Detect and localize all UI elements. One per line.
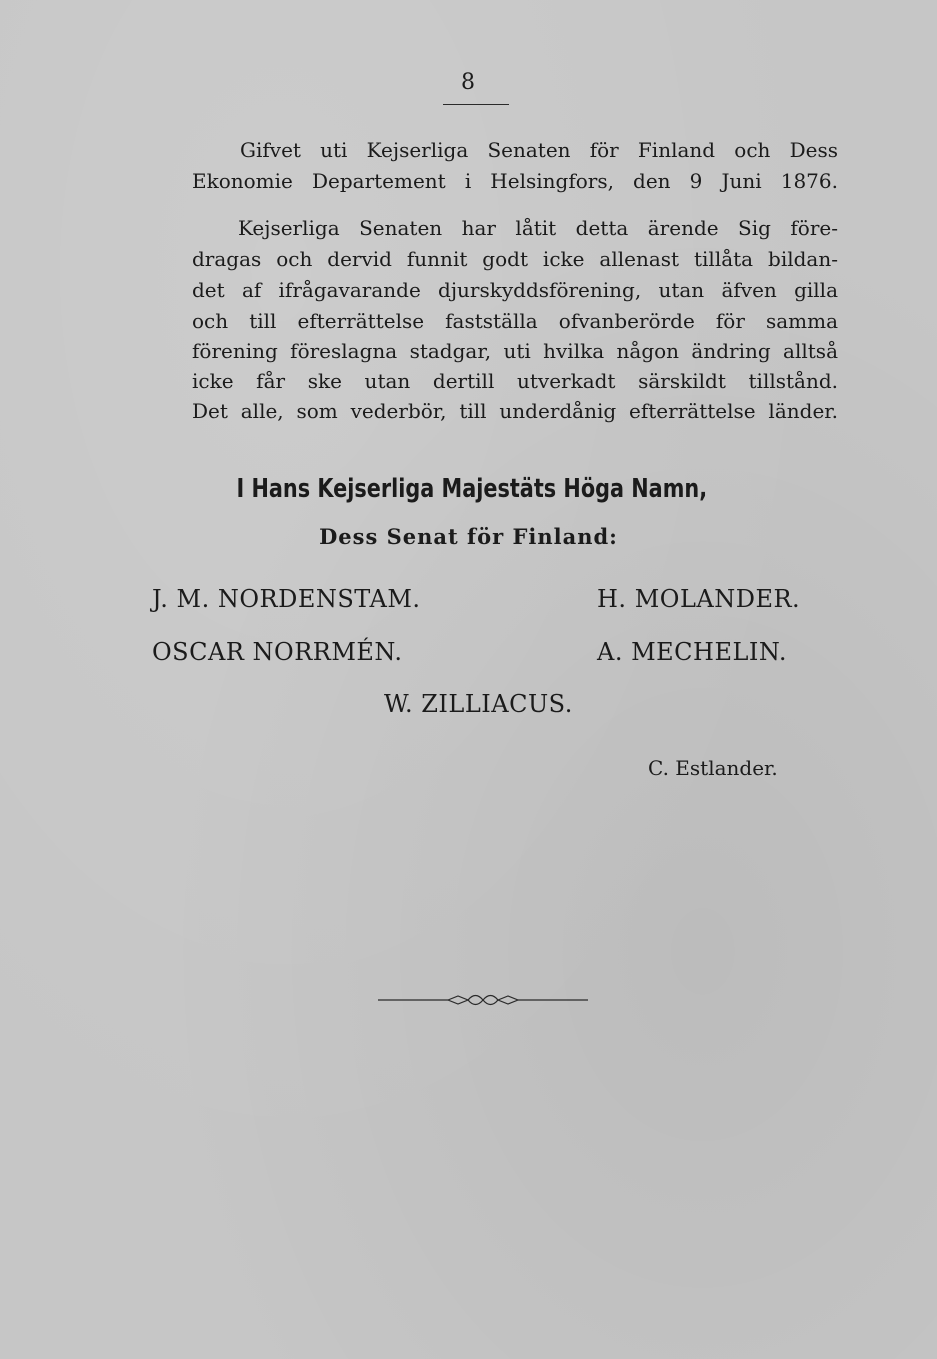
heading-senate: Dess Senat för Finland:	[319, 524, 618, 549]
signature-mechelin: A. MECHELIN.	[597, 638, 788, 666]
decision-line-5: förening föreslagna stadgar, uti hvilka någon ändring alltså	[192, 339, 838, 363]
signature-estlander: C. Estlander.	[648, 756, 778, 780]
signature-nordenstam: J. M. NORDENSTAM.	[152, 585, 421, 613]
page-number: 8	[461, 70, 476, 95]
decision-line-1: Kejserliga Senaten har låtit detta ärende Sig före-	[238, 216, 838, 240]
signature-norrmen: OSCAR NORRMÉN.	[152, 638, 403, 666]
decision-line-2: dragas och dervid funnit godt icke allenast tillåta bildan-	[192, 247, 838, 271]
issued-line-2: Ekonomie Departement i Helsingfors, den 9 Juni 1876.	[192, 169, 838, 193]
ornament-divider-icon	[378, 990, 588, 1010]
page-number-rule	[443, 104, 509, 105]
signature-zilliacus: W. ZILLIACUS.	[384, 690, 573, 718]
decision-line-3: det af ifrågavarande djurskyddsförening, utan äfven gilla	[192, 278, 838, 302]
decision-line-6: icke får ske utan dertill utverkadt särskildt tillstånd.	[192, 369, 838, 393]
decision-line-7: Det alle, som vederbör, till underdånig efterrättelse länder.	[192, 399, 838, 423]
decision-line-4: och till efterrättelse fastställa ofvanberörde för samma	[192, 309, 838, 333]
heading-majesty: I Hans Kejserliga Majestäts Höga Namn,	[236, 474, 708, 504]
issued-line-1: Gifvet uti Kejserliga Senaten för Finland och Dess	[240, 138, 838, 162]
signature-molander: H. MOLANDER.	[597, 585, 801, 613]
